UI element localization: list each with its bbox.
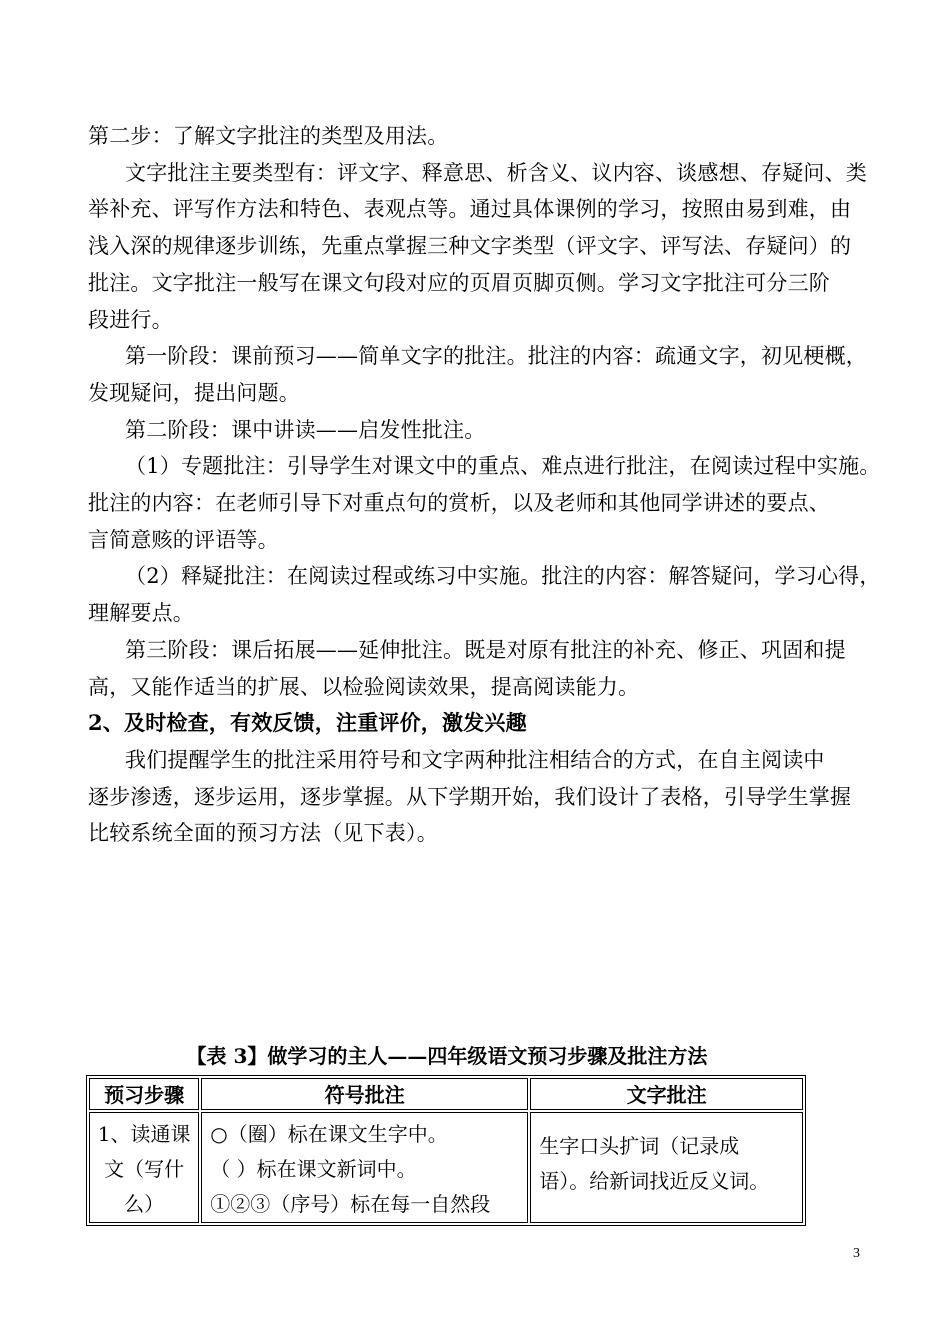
paragraph-line: 段进行。 [88,307,173,332]
step-two-heading: 第二步：了解文字批注的类型及用法。 [88,124,449,148]
section-heading: 2、及时检查，有效反馈，注重评价，激发兴趣 [88,710,527,736]
step-line: 么） [124,1192,165,1216]
paragraph-line: 举补充、评写作方法和特色、表观点等。通过具体课例的学习，按照由易到难，由 [88,197,852,222]
body-text [88,118,881,852]
paragraph-line: 理解要点。 [88,601,194,626]
table-row [89,1112,803,1223]
paragraph-line: 批注。文字批注一般写在课文句段对应的页眉页脚页侧。学习文字批注可分三阶 [88,270,830,295]
paragraph-line: 文字批注主要类型有：评文字、释意思、析含义、议内容、谈感想、存疑问、类 [125,160,867,185]
paragraph-line: 批注的内容：在老师引导下对重点句的赏析，以及老师和其他同学讲述的要点、 [88,491,830,516]
paragraph-line: 浅入深的规律逐步训练，先重点掌握三种文字类型（评文字、评写法、存疑问）的 [88,234,852,259]
paragraph-line: 我们提醒学生的批注采用符号和文字两种批注相结合的方式，在自主阅读中 [125,747,825,772]
paragraph-line: 言简意赅的评语等。 [88,527,279,552]
paragraph-line: 比较系统全面的预习方法（见下表）。 [88,821,438,846]
preview-steps-table [86,1075,806,1226]
symbol-line: （ ）标在课文新词中。 [210,1157,417,1181]
paragraph-line: 逐步渗透，逐步运用，逐步掌握。从下学期开始，我们设计了表格，引导学生掌握 [88,784,852,809]
step-line: 文（写什 [104,1157,185,1181]
paragraph-line: 高，又能作适当的扩展、以检验阅读效果，提高阅读能力。 [88,674,640,699]
step-cell [89,1112,199,1223]
paragraph-line: 第三阶段：课后拓展——延伸批注。既是对原有批注的补充、修正、巩固和提 [125,637,846,662]
symbol-line: ○（圈）标在课文生字中。 [210,1122,448,1146]
paragraph-line: 第二阶段：课中讲读——启发性批注。 [125,417,486,442]
header-text-annotation: 文字批注 [530,1078,803,1110]
step-line: 1、读通课 [97,1122,191,1146]
table-header-row [89,1078,803,1110]
annotation-line: 生字口头扩词（记录成 [539,1134,740,1158]
header-preview-steps: 预习步骤 [89,1078,199,1110]
paragraph-line: （2）释疑批注：在阅读过程或练习中实施。批注的内容：解答疑问，学习心得， [125,564,881,589]
page-number: 3 [853,1246,860,1261]
paragraph-line: 发现疑问，提出问题。 [88,380,300,405]
paragraph-line: （1）专题批注：引导学生对课文中的重点、难点进行批注，在阅读过程中实施。 [125,454,881,479]
symbol-annotation-cell [201,1112,528,1223]
paragraph-line: 第一阶段：课前预习——简单文字的批注。批注的内容：疏通文字，初见梗概， [125,344,867,369]
text-annotation-cell [530,1112,803,1223]
header-symbol-annotation: 符号批注 [201,1078,528,1110]
annotation-line: 语）。给新词找近反义词。 [539,1169,770,1193]
symbol-line: ①②③（序号）标在每一自然段 [210,1192,491,1216]
table-caption: 【表 3】做学习的主人——四年级语文预习步骤及批注方法 [186,1044,708,1068]
